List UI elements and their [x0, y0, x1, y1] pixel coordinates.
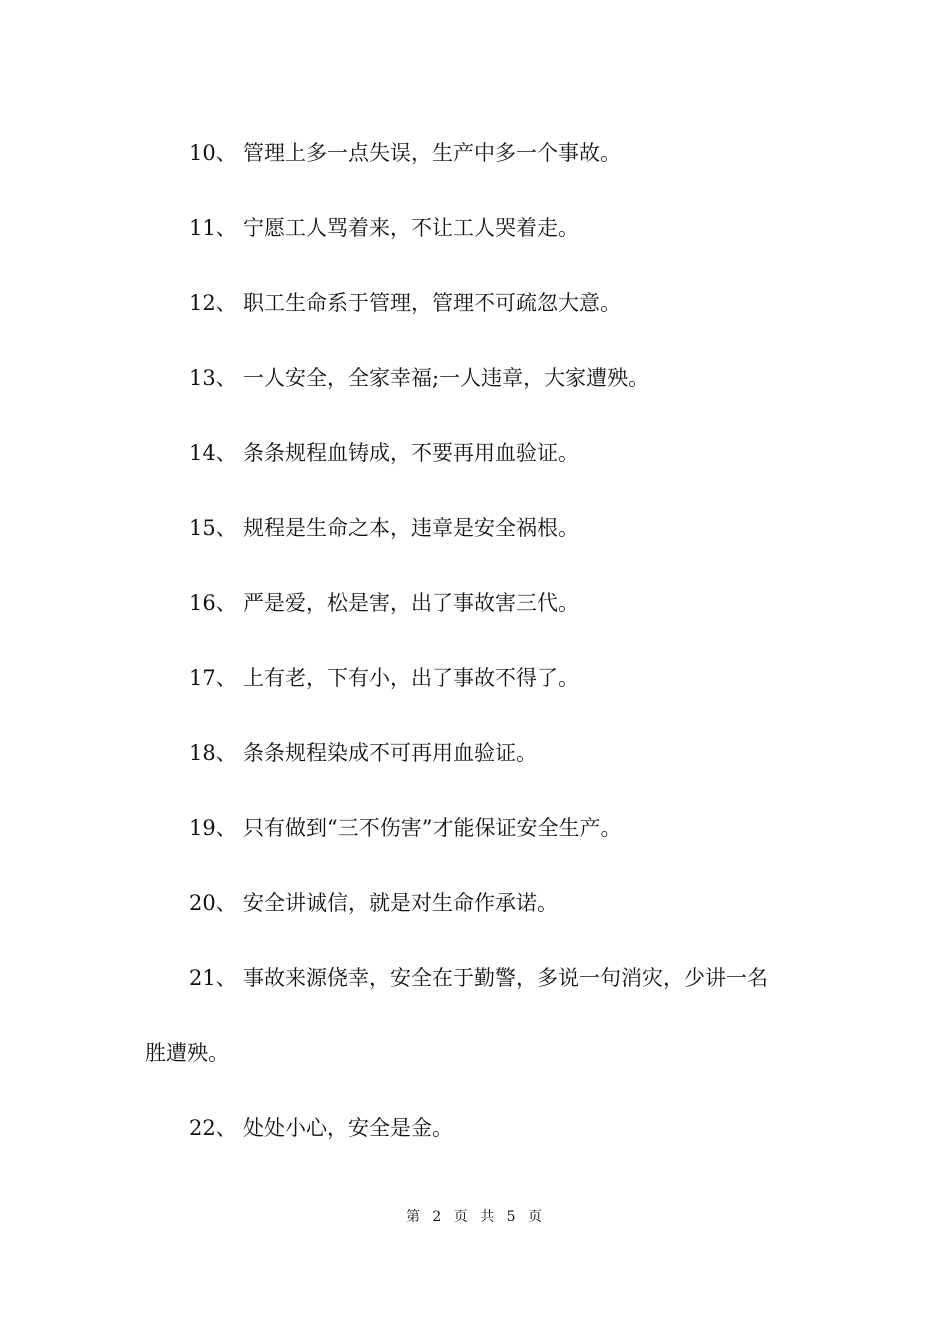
item-number: 16、 [189, 591, 237, 615]
item-text: 条条规程染成不可再用血验证。 [243, 741, 537, 765]
list-item [145, 791, 835, 866]
list-item [145, 191, 835, 266]
list-item [145, 116, 835, 191]
item-number: 13、 [189, 366, 237, 390]
item-number: 19、 [189, 816, 237, 840]
item-text: 职工生命系于管理，管理不可疏忽大意。 [243, 291, 621, 315]
list-item [145, 341, 835, 416]
list-item [145, 641, 835, 716]
footer-prefix: 第 [405, 1209, 422, 1225]
item-text: 规程是生命之本，违章是安全祸根。 [243, 516, 579, 540]
list-item [145, 266, 835, 341]
item-number: 22、 [189, 1116, 237, 1140]
item-number: 10、 [189, 141, 237, 165]
item-number: 12、 [189, 291, 237, 315]
item-text: 严是爱，松是害，出了事故害三代。 [243, 591, 579, 615]
item-number: 18、 [189, 741, 237, 765]
list-item [145, 716, 835, 791]
item-text: 管理上多一点失误，生产中多一个事故。 [243, 141, 621, 165]
item-text: 条条规程血铸成，不要再用血验证。 [243, 441, 579, 465]
list-item [145, 1091, 835, 1166]
item-text: 一人安全，全家幸福;一人违章，大家遭殃。 [243, 366, 650, 390]
item-text: 只有做到“三不伤害”才能保证安全生产。 [243, 816, 622, 840]
list-item [145, 566, 835, 641]
footer-suffix: 页 [528, 1209, 545, 1225]
page-footer [0, 1206, 950, 1226]
item-text: 上有老，下有小，出了事故不得了。 [243, 666, 579, 690]
list-item [145, 941, 835, 1016]
list-item [145, 416, 835, 491]
list-item [145, 491, 835, 566]
item-text: 事故来源侥幸，安全在于勤警，多说一句消灾，少讲一名 [243, 966, 768, 990]
item-number: 17、 [189, 666, 237, 690]
footer-page-word: 页 [453, 1209, 470, 1225]
item-number: 21、 [189, 966, 237, 990]
item-text-continuation: 胜遭殃。 [145, 1041, 229, 1065]
item-text: 宁愿工人骂着来，不让工人哭着走。 [243, 216, 579, 240]
total-page-number: 5 [506, 1209, 518, 1225]
item-number: 15、 [189, 516, 237, 540]
item-text: 安全讲诚信，就是对生命作承诺。 [243, 891, 558, 915]
list-item [145, 866, 835, 941]
current-page-number: 2 [432, 1209, 444, 1225]
item-number: 11、 [189, 216, 237, 240]
item-number: 20、 [189, 891, 237, 915]
footer-total-word: 共 [480, 1209, 497, 1225]
item-number: 14、 [189, 441, 237, 465]
item-text: 处处小心，安全是金。 [243, 1116, 453, 1140]
